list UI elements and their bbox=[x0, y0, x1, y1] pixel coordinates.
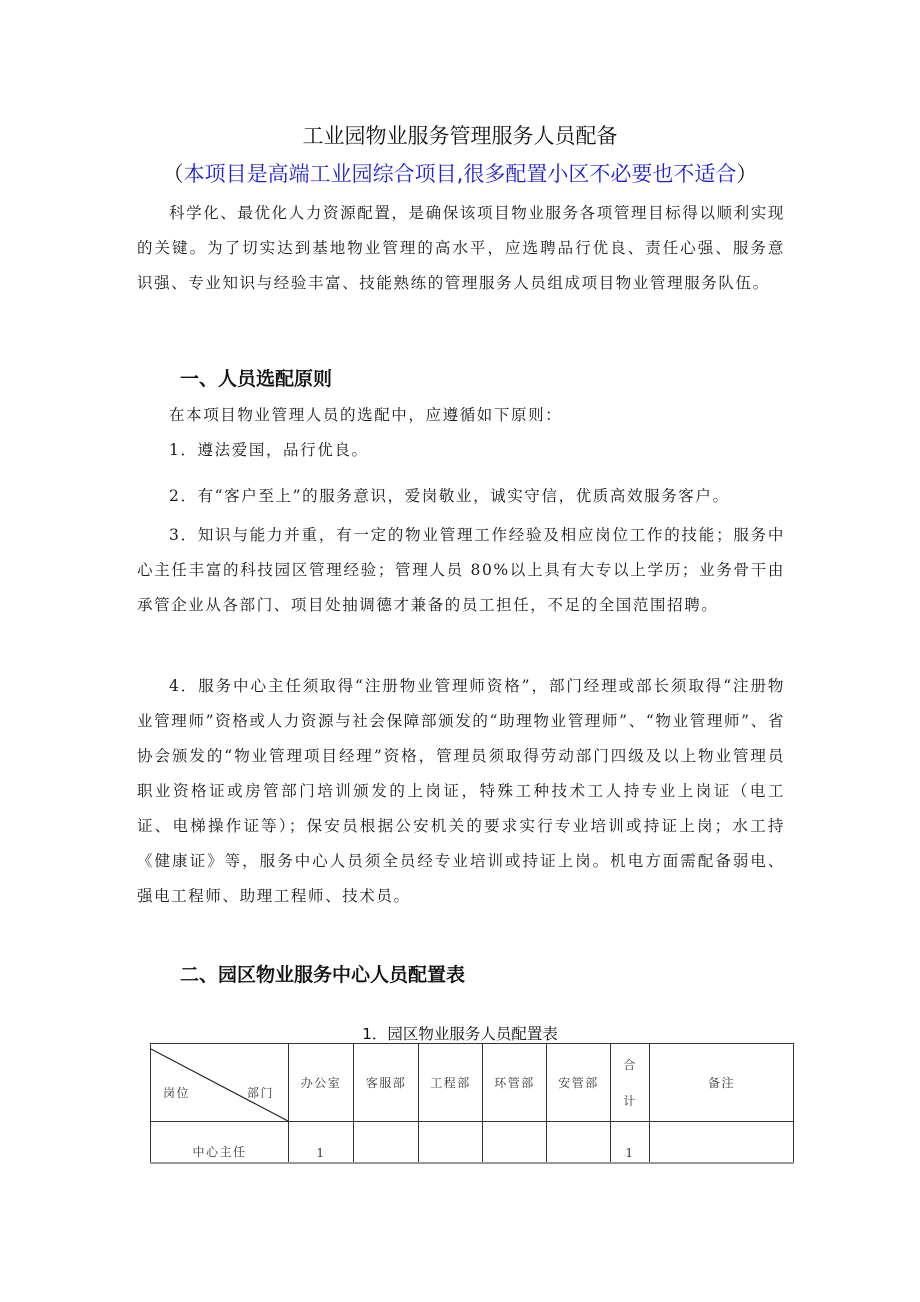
diagonal-line bbox=[151, 1044, 288, 1121]
principle-item-4: 4．服务中心主任须取得“注册物业管理师资格”，部门经理或部长须取得“注册物业管理师”资格或人力资源与社会保障部颁发的“助理物业管理师”、“物业管理师”、省协会颁发的“物业管理项目经理”资格，管理员须取得劳动部门四级及以上物业管理员职业资格证或房管部门培训颁发的上岗证，特殊工种技术工人持专业上岗证（电工证、电梯操作证等）；保安员根据公安机关的要求实行专业培训或持证上岗；水工持《健康证》等，服务中心人员须全员经专业培训或持证上岗。机电方面需配备弱电、强电工程师、助理工程师、技术员。 bbox=[137, 677, 785, 905]
row-engineering-count bbox=[419, 1122, 483, 1164]
principle-item-2: 2．有“客户至上”的服务意识，爱岗敬业，诚实守信，优质高效服务客户。 bbox=[169, 487, 730, 505]
section2-heading: 二、园区物业服务中心人员配置表 bbox=[180, 964, 466, 986]
total-label-bottom: 计 bbox=[623, 1093, 637, 1108]
column-header-total bbox=[611, 1044, 650, 1122]
corner-department-label: 部门 bbox=[246, 1086, 274, 1100]
document-title: 工业园物业服务管理服务人员配备 bbox=[302, 124, 618, 148]
section1-heading: 一、人员选配原则 bbox=[180, 368, 333, 390]
row-office-count: 1 bbox=[289, 1122, 354, 1164]
total-label-top: 合 bbox=[623, 1057, 637, 1072]
column-header-environment: 环管部 bbox=[483, 1044, 547, 1122]
row-customer-service-count bbox=[354, 1122, 419, 1164]
column-header-customer-service: 客服部 bbox=[354, 1044, 419, 1122]
column-header-office: 办公室 bbox=[289, 1044, 354, 1122]
row-security-count bbox=[547, 1122, 611, 1164]
staff-configuration-table bbox=[150, 1043, 794, 1164]
subtitle-text: 本项目是高端工业园综合项目,很多配置小区不必要也不适合 bbox=[183, 162, 737, 186]
principle-item-1: 1．遵法爱国，品行优良。 bbox=[169, 441, 369, 459]
row-environment-count bbox=[483, 1122, 547, 1164]
section1-lead: 在本项目物业管理人员的选配中，应遵循如下原则： bbox=[169, 406, 563, 424]
table-row bbox=[151, 1122, 794, 1164]
row-total: 1 bbox=[611, 1122, 650, 1164]
table-header-row bbox=[151, 1044, 794, 1122]
corner-position-label: 岗位 bbox=[163, 1086, 191, 1100]
column-header-engineering: 工程部 bbox=[419, 1044, 483, 1122]
column-header-remarks: 备注 bbox=[650, 1044, 794, 1122]
corner-header-cell bbox=[151, 1044, 289, 1122]
intro-paragraph: 科学化、最优化人力资源配置，是确保该项目物业服务各项管理目标得以顺利实现的关键。为了切实达到基地物业管理的高水平，应选聘品行优良、责任心强、服务意识强、专业知识与经验丰富、技能熟练的管理服务人员组成项目物业管理服务队伍。 bbox=[137, 204, 785, 292]
row-position: 中心主任 bbox=[151, 1122, 289, 1164]
principle-item-3: 3．知识与能力并重，有一定的物业管理工作经验及相应岗位工作的技能；服务中心主任丰富的科技园区管理经验；管理人员 80%以上具有大专以上学历；业务骨干由承管企业从各部门、项目处抽调德才兼备的员工担任，不足的全国范围招聘。 bbox=[137, 526, 785, 614]
table-caption: 1．园区物业服务人员配置表 bbox=[362, 1025, 558, 1043]
row-remarks bbox=[650, 1122, 794, 1164]
document-subtitle bbox=[0, 158, 920, 188]
subtitle-open-paren: （ bbox=[162, 162, 184, 186]
subtitle-close-paren: ） bbox=[736, 162, 758, 186]
column-header-security: 安管部 bbox=[547, 1044, 611, 1122]
